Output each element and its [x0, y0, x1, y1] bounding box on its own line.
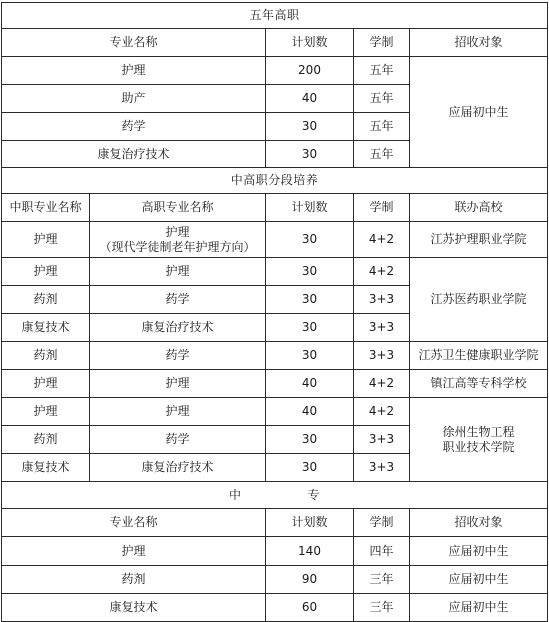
- years-cell: 3+3: [354, 314, 410, 342]
- section-title-secondary: [2, 482, 548, 509]
- header-secondary-major: 中职专业名称: [2, 194, 90, 222]
- major-cell: 护理: [2, 537, 266, 566]
- partner-school-cell: [410, 398, 548, 482]
- header-target: 招收对象: [410, 509, 548, 537]
- header-partner-school: 联办高校: [410, 194, 548, 222]
- target-cell: 应届初中生: [410, 594, 548, 622]
- higher-major-cell: 药学: [90, 426, 266, 454]
- higher-major-cell: 康复治疗技术: [90, 314, 266, 342]
- years-cell: 4+2: [354, 370, 410, 398]
- plan-cell: 60: [266, 594, 354, 622]
- plan-cell: 40: [266, 370, 354, 398]
- section-title-five-year: 五年高职: [2, 3, 548, 29]
- header-major: 专业名称: [2, 29, 266, 57]
- secondary-major-cell: 康复技术: [2, 454, 90, 482]
- plan-cell: 30: [266, 426, 354, 454]
- table-row: [2, 566, 548, 594]
- section-title-row: [2, 482, 548, 509]
- table-row: [2, 258, 548, 286]
- partner-school-cell: 江苏护理职业学院: [410, 222, 548, 258]
- header-row: [2, 509, 548, 537]
- plan-cell: 140: [266, 537, 354, 566]
- plan-cell: 30: [266, 342, 354, 370]
- partner-school-line: 徐州生物工程: [442, 424, 515, 439]
- plan-cell: 30: [266, 258, 354, 286]
- higher-major-cell: 康复治疗技术: [90, 454, 266, 482]
- plan-cell: 30: [266, 454, 354, 482]
- years-cell: 五年: [354, 141, 410, 168]
- higher-major-cell: [90, 222, 266, 258]
- target-cell: 应届初中生: [410, 57, 548, 168]
- section-title-row: [2, 3, 548, 29]
- years-cell: 五年: [354, 85, 410, 113]
- years-cell: 4+2: [354, 222, 410, 258]
- major-cell: 康复技术: [2, 594, 266, 622]
- table-row: [2, 342, 548, 370]
- plan-cell: 30: [266, 286, 354, 314]
- plan-cell: 40: [266, 398, 354, 426]
- header-row: [2, 29, 548, 57]
- header-years: 学制: [354, 194, 410, 222]
- higher-major-note: （现代学徒制老年护理方向）: [99, 239, 256, 254]
- secondary-major-cell: 护理: [2, 222, 90, 258]
- years-cell: 五年: [354, 57, 410, 85]
- major-cell: 护理: [2, 57, 266, 85]
- years-cell: 五年: [354, 113, 410, 141]
- header-years: 学制: [354, 29, 410, 57]
- secondary-major-cell: 护理: [2, 398, 90, 426]
- plan-cell: 30: [266, 314, 354, 342]
- plan-cell: 200: [266, 57, 354, 85]
- major-cell: 药剂: [2, 566, 266, 594]
- target-cell: 应届初中生: [410, 566, 548, 594]
- higher-major-cell: 药学: [90, 286, 266, 314]
- partner-school-cell: 江苏医药职业学院: [410, 258, 548, 342]
- years-cell: 3+3: [354, 426, 410, 454]
- partner-school-line: 职业技术学院: [442, 439, 515, 454]
- major-cell: 药学: [2, 113, 266, 141]
- secondary-major-cell: 康复技术: [2, 314, 90, 342]
- higher-major-cell: 护理: [90, 258, 266, 286]
- years-cell: 四年: [354, 537, 410, 566]
- years-cell: 三年: [354, 594, 410, 622]
- years-cell: 4+2: [354, 258, 410, 286]
- higher-major-cell: 护理: [90, 398, 266, 426]
- higher-major-cell: 药学: [90, 342, 266, 370]
- section-title-segmented: 中高职分段培养: [2, 168, 548, 194]
- secondary-major-cell: 护理: [2, 370, 90, 398]
- partner-school-cell: 江苏卫生健康职业学院: [410, 342, 548, 370]
- years-cell: 3+3: [354, 286, 410, 314]
- title-char: 专: [307, 487, 321, 502]
- plan-cell: 90: [266, 566, 354, 594]
- table-row: [2, 222, 548, 258]
- plan-cell: 30: [266, 222, 354, 258]
- table-row: [2, 537, 548, 566]
- plan-cell: 40: [266, 85, 354, 113]
- higher-major-line: 护理: [165, 224, 190, 239]
- target-cell: 应届初中生: [410, 537, 548, 566]
- secondary-major-cell: 护理: [2, 258, 90, 286]
- header-target: 招收对象: [410, 29, 548, 57]
- header-plan: 计划数: [266, 194, 354, 222]
- years-cell: 3+3: [354, 342, 410, 370]
- header-plan: 计划数: [266, 509, 354, 537]
- major-cell: 康复治疗技术: [2, 141, 266, 168]
- table-row: [2, 57, 548, 85]
- table-row: [2, 370, 548, 398]
- header-major: 专业名称: [2, 509, 266, 537]
- major-cell: 助产: [2, 85, 266, 113]
- header-row: [2, 194, 548, 222]
- years-cell: 3+3: [354, 454, 410, 482]
- years-cell: 三年: [354, 566, 410, 594]
- secondary-major-cell: 药剂: [2, 342, 90, 370]
- partner-school-cell: 镇江高等专科学校: [410, 370, 548, 398]
- header-years: 学制: [354, 509, 410, 537]
- table-row: [2, 594, 548, 622]
- higher-major-cell: 护理: [90, 370, 266, 398]
- title-char: 中: [228, 487, 242, 502]
- plan-cell: 30: [266, 113, 354, 141]
- plan-cell: 30: [266, 141, 354, 168]
- table-row: [2, 398, 548, 426]
- secondary-major-cell: 药剂: [2, 286, 90, 314]
- enrollment-plan-table: [1, 2, 548, 622]
- years-cell: 4+2: [354, 398, 410, 426]
- section-title-row: [2, 168, 548, 194]
- secondary-major-cell: 药剂: [2, 426, 90, 454]
- header-higher-major: 高职专业名称: [90, 194, 266, 222]
- header-plan: 计划数: [266, 29, 354, 57]
